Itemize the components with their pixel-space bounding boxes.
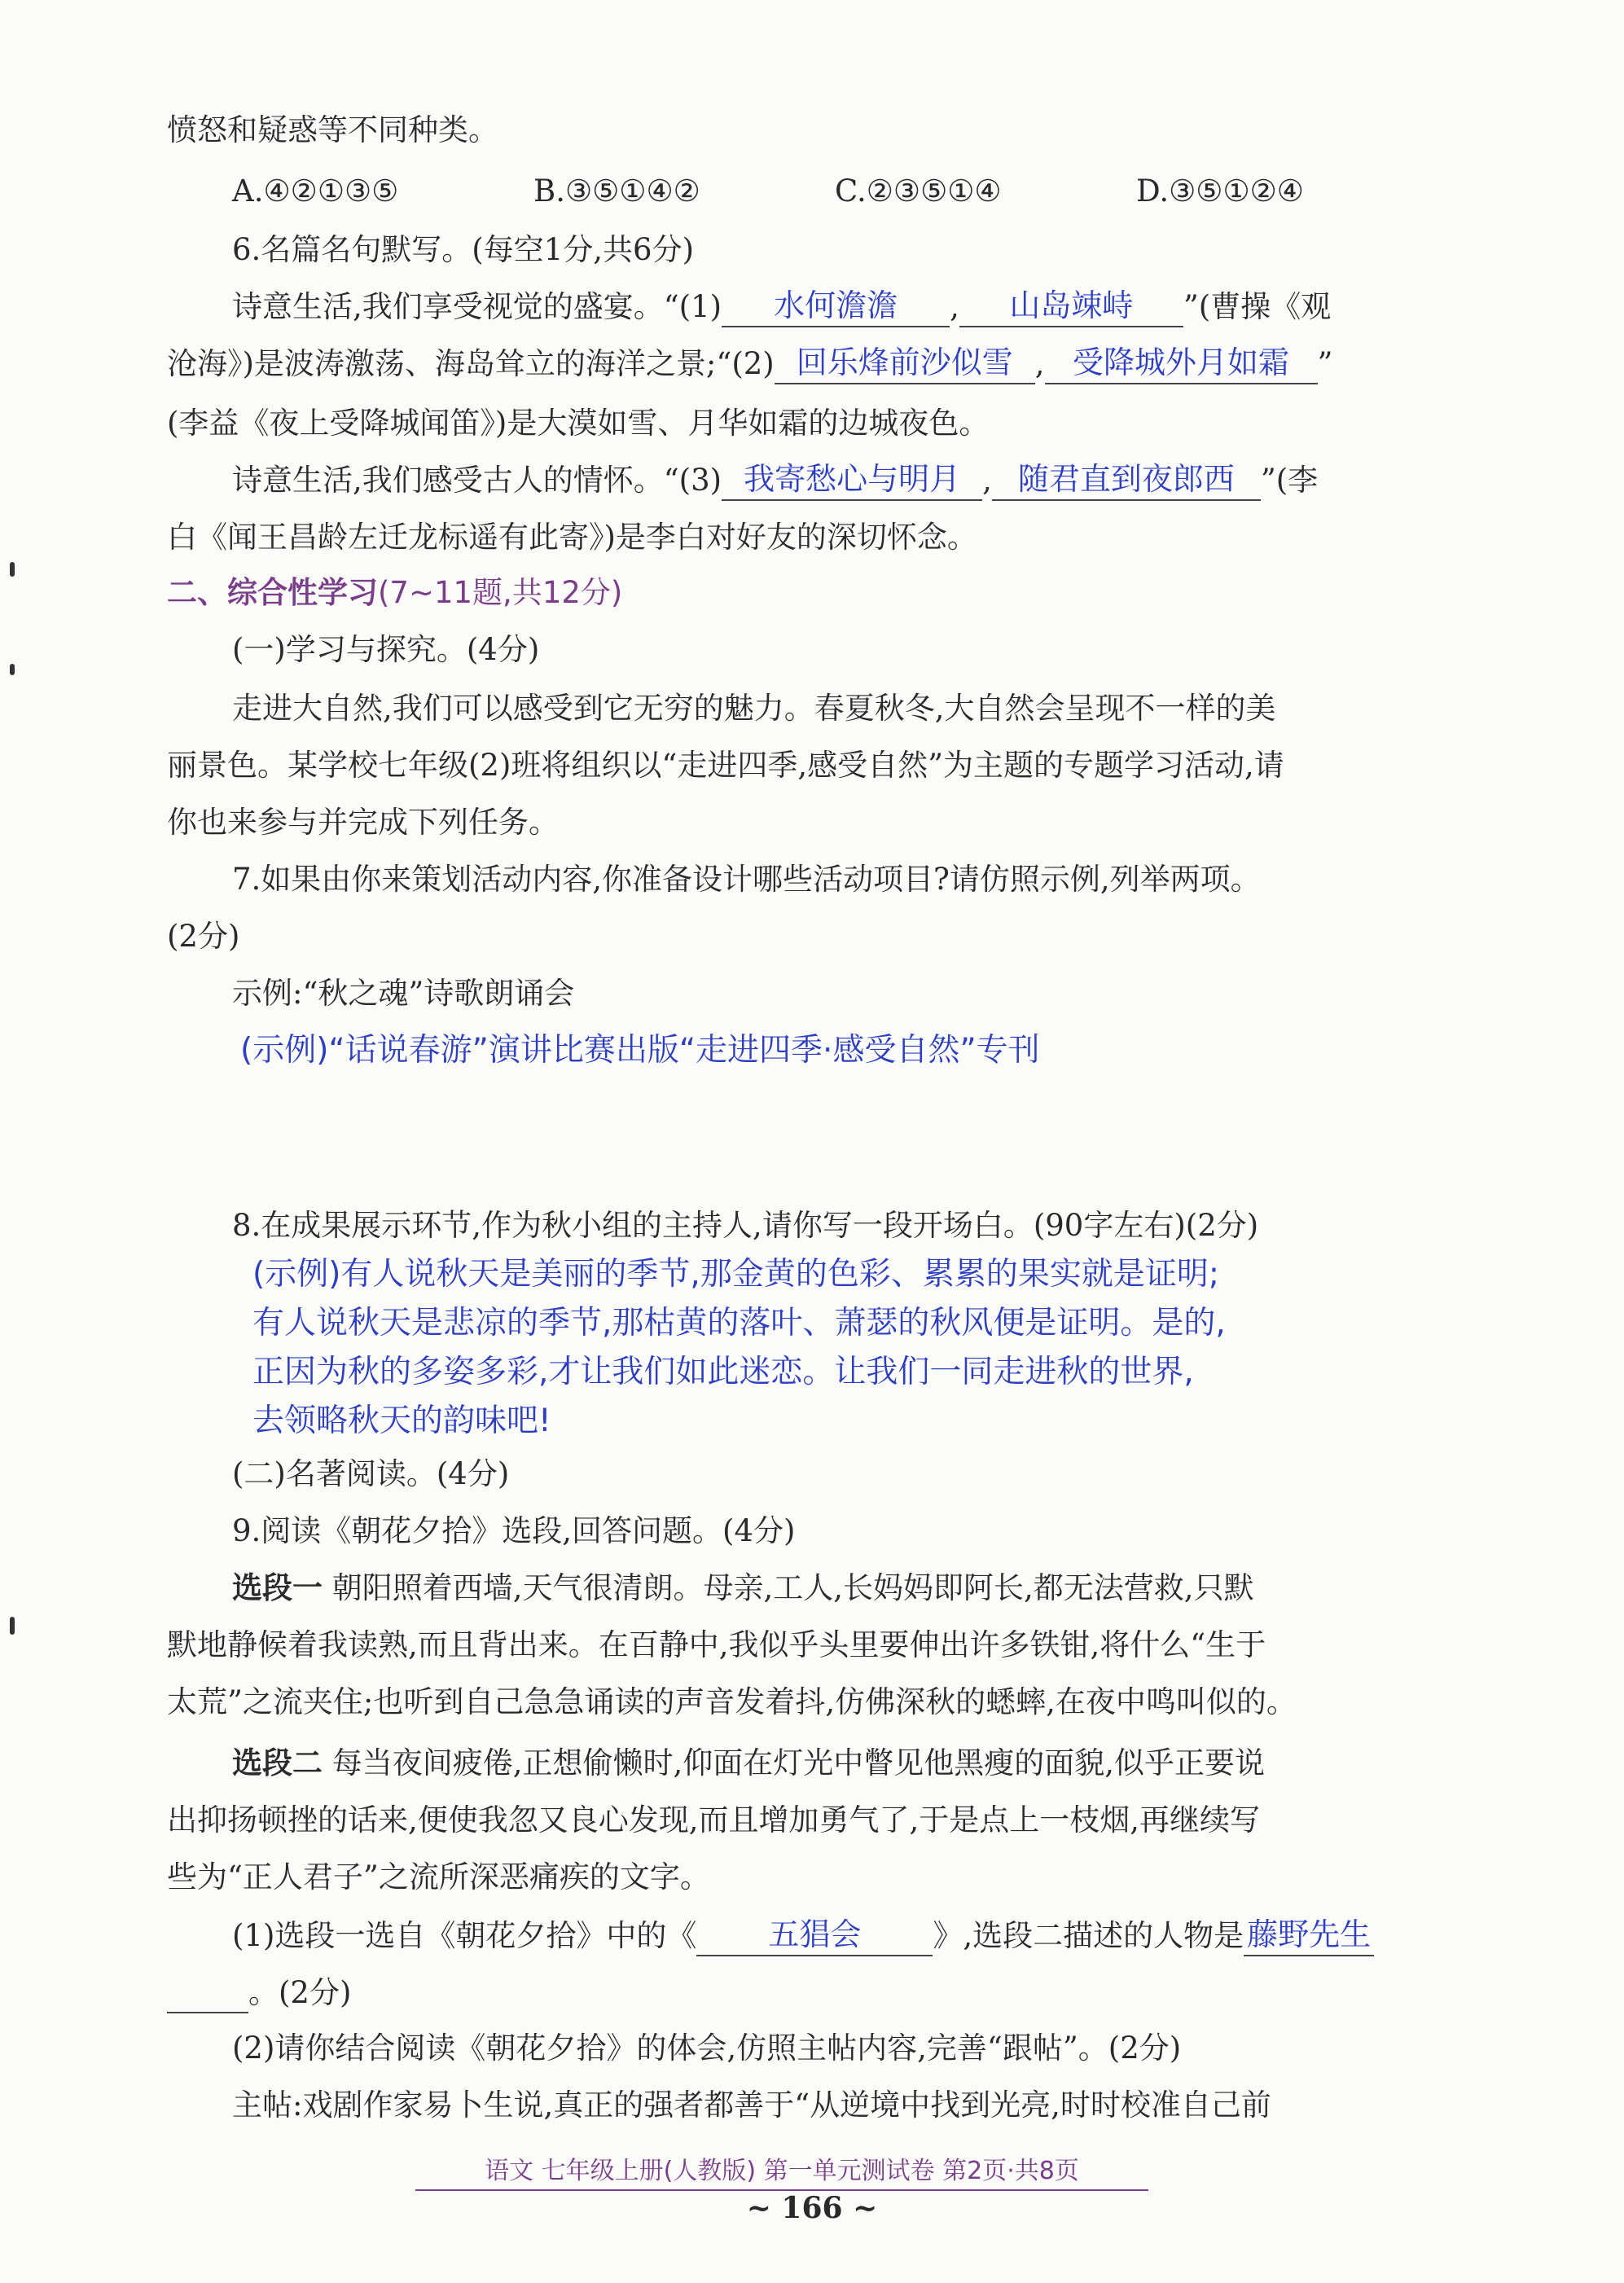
q7-answer: (示例)“话说春游”演讲比赛出版“走进四季·感受自然”专刊 bbox=[240, 1032, 1040, 1069]
text-line: 出抑扬顿挫的话来,便使我忽又良心发现,而且增加勇气了,于是点上一枝烟,再继续写 bbox=[167, 1802, 1261, 1837]
section-heading: 二、综合性学习(7~11题,共12分) bbox=[167, 575, 623, 610]
subsection-heading: (二)名著阅读。(4分) bbox=[232, 1456, 510, 1491]
subsection-heading: (一)学习与探究。(4分) bbox=[232, 632, 540, 667]
answer-blank: 我寄愁心与明月 bbox=[722, 459, 982, 501]
q9-sub2: (2)请你结合阅读《朝花夕拾》的体会,仿照主帖内容,完善“跟帖”。(2分) bbox=[232, 2031, 1182, 2066]
answer-blank: 受降城外月如霜 bbox=[1045, 342, 1318, 384]
q9-sub1-tail: 。(2分) bbox=[167, 1971, 1413, 2013]
q8-answer-line: 去领略秋天的韵味吧! bbox=[252, 1403, 551, 1439]
page-footer: 语文 七年级上册(人教版) 第一单元测试卷 第2页·共8页 bbox=[415, 2150, 1148, 2191]
q8-answer-line: 有人说秋天是悲凉的季节,那枯黄的落叶、萧瑟的秋风便是证明。是的, bbox=[252, 1305, 1226, 1341]
q8-answer-line: 正因为秋的多姿多彩,才让我们如此迷恋。让我们一同走进秋的世界, bbox=[252, 1354, 1194, 1390]
answer-blank: 随君直到夜郎西 bbox=[992, 459, 1261, 501]
q9-sub1: (1)选段一选自《朝花夕拾》中的《 五猖会 》,选段二描述的人物是 藤野先生 bbox=[232, 1914, 1478, 1956]
q8-answer-line: (示例)有人说秋天是美丽的季节,那金黄的色彩、累累的果实就是证明; bbox=[252, 1256, 1219, 1293]
q6-stem: 6.名篇名句默写。(每空1分,共6分) bbox=[232, 232, 695, 267]
q8-stem: 8.在成果展示环节,作为秋小组的主持人,请你写一段开场白。(90字左右)(2分) bbox=[232, 1208, 1259, 1243]
q7-stem: 7.如果由你来策划活动内容,你准备设计哪些活动项目?请仿照示例,列举两项。 bbox=[232, 862, 1261, 897]
page-number: ~ 166 ~ bbox=[746, 2191, 878, 2225]
binding-mark bbox=[10, 1617, 15, 1635]
text-line: (李益《夜上受降城闻笛》)是大漠如雪、月华如霜的边城夜色。 bbox=[167, 406, 990, 441]
answer-blank: 回乐烽前沙似雪 bbox=[775, 342, 1035, 384]
q6-line2: 沧海》)是波涛激荡、海岛耸立的海洋之景;“(2) 回乐烽前沙似雪 , 受降城外月如霜 ” bbox=[167, 342, 1413, 384]
answer-blank: 山岛竦峙 bbox=[959, 285, 1183, 327]
option-a: A.④②①③⑤ bbox=[232, 173, 399, 209]
text-line: 太荒”之流夹住;也听到自己急急诵读的声音发着抖,仿佛深秋的蟋蟀,在夜中鸣叫似的。 bbox=[167, 1684, 1297, 1719]
option-c: C.②③⑤①④ bbox=[835, 173, 1002, 209]
answer-blank: 藤野先生 bbox=[1244, 1914, 1374, 1956]
option-d: D.③⑤①②④ bbox=[1136, 173, 1304, 209]
text-line: 白《闻王昌龄左迁龙标遥有此寄》)是李白对好友的深切怀念。 bbox=[167, 520, 977, 555]
excerpt2-line: 选段二 每当夜间疲倦,正想偷懒时,仰面在灯光中瞥见他黑瘦的面貌,似乎正要说 bbox=[232, 1745, 1266, 1780]
text-line: 你也来参与并完成下列任务。 bbox=[167, 805, 559, 840]
text-line: (2分) bbox=[167, 919, 240, 954]
answer-blank bbox=[167, 1971, 248, 2013]
text-line: 走进大自然,我们可以感受到它无穷的魅力。春夏秋冬,大自然会呈现不一样的美 bbox=[232, 691, 1276, 726]
text-line: 愤怒和疑惑等不同种类。 bbox=[167, 112, 498, 147]
binding-mark bbox=[10, 664, 15, 675]
option-b: B.③⑤①④② bbox=[533, 173, 700, 209]
text-line: 丽景色。某学校七年级(2)班将组织以“走进四季,感受自然”为主题的专题学习活动,请 bbox=[167, 748, 1284, 783]
q6-line4: 诗意生活,我们感受古人的情怀。“(3) 我寄愁心与明月 , 随君直到夜郎西 ”(李 bbox=[232, 459, 1478, 501]
q5-options bbox=[232, 171, 1478, 212]
answer-blank: 五猖会 bbox=[696, 1914, 933, 1956]
text-line: 些为“正人君子”之流所深恶痛疾的文字。 bbox=[167, 1859, 710, 1894]
q9-stem: 9.阅读《朝花夕拾》选段,回答问题。(4分) bbox=[232, 1513, 796, 1548]
text-line: 默地静候着我读熟,而且背出来。在百静中,我似乎头里要伸出许多铁钳,将什么“生于 bbox=[167, 1627, 1266, 1662]
answer-blank: 水何澹澹 bbox=[722, 285, 950, 327]
q9-main-post: 主帖:戏剧作家易卜生说,真正的强者都善于“从逆境中找到光亮,时时校准自己前 bbox=[232, 2088, 1271, 2123]
q7-example: 示例:“秋之魂”诗歌朗诵会 bbox=[232, 976, 575, 1011]
excerpt1-line: 选段一 朝阳照着西墙,天气很清朗。母亲,工人,长妈妈即阿长,都无法营救,只默 bbox=[232, 1570, 1254, 1605]
binding-mark bbox=[10, 562, 15, 577]
q6-line1: 诗意生活,我们享受视觉的盛宴。“(1) 水何澹澹 , 山岛竦峙 ”(曹操《观 bbox=[232, 285, 1478, 327]
